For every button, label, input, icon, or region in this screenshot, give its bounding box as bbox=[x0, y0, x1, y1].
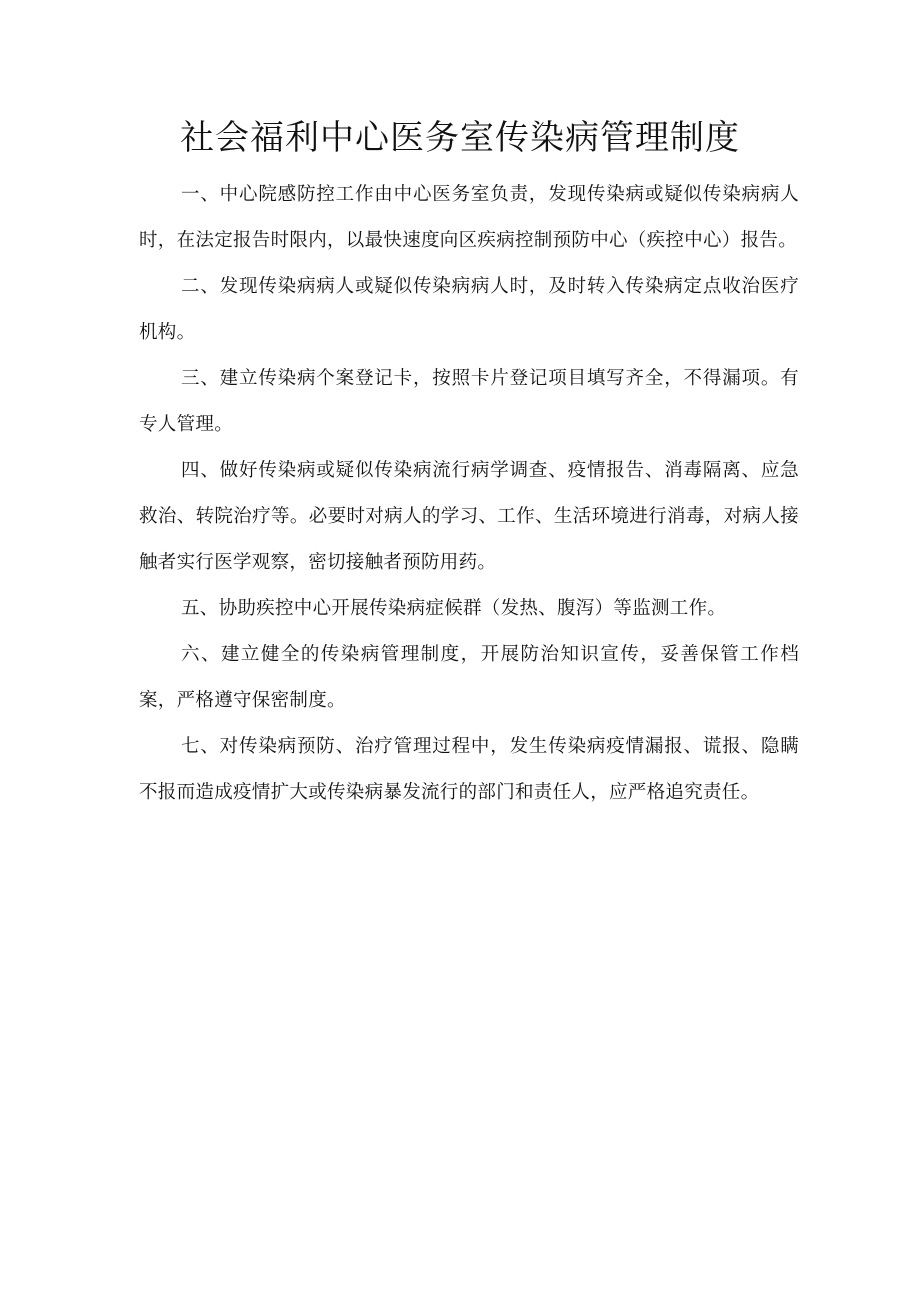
document-body bbox=[139, 172, 799, 816]
paragraph-6: 六、建立健全的传染病管理制度，开展防治知识宣传，妥善保管工作档案，严格遵守保密制度。 bbox=[139, 644, 799, 711]
paragraph-3: 三、建立传染病个案登记卡，按照卡片登记项目填写齐全，不得漏项。有专人管理。 bbox=[139, 368, 799, 435]
paragraph-1: 一、中心院感防控工作由中心医务室负责，发现传染病或疑似传染病病人时，在法定报告时限内，以最快速度向区疾病控制预防中心（疾控中心）报告。 bbox=[139, 184, 799, 251]
paragraph-2: 二、发现传染病病人或疑似传染病病人时，及时转入传染病定点收治医疗机构。 bbox=[139, 276, 799, 343]
paragraph-4: 四、做好传染病或疑似传染病流行病学调查、疫情报告、消毒隔离、应急救治、转院治疗等。必要时对病人的学习、工作、生活环境进行消毒，对病人接触者实行医学观察，密切接触者预防用药。 bbox=[139, 460, 799, 573]
document-title: 社会福利中心医务室传染病管理制度 bbox=[180, 118, 740, 158]
paragraph-7: 七、对传染病预防、治疗管理过程中，发生传染病疫情漏报、谎报、隐瞒不报而造成疫情扩大或传染病暴发流行的部门和责任人，应严格追究责任。 bbox=[139, 736, 799, 803]
paragraph-5: 五、协助疾控中心开展传染病症候群（发热、腹泻）等监测工作。 bbox=[181, 598, 727, 619]
